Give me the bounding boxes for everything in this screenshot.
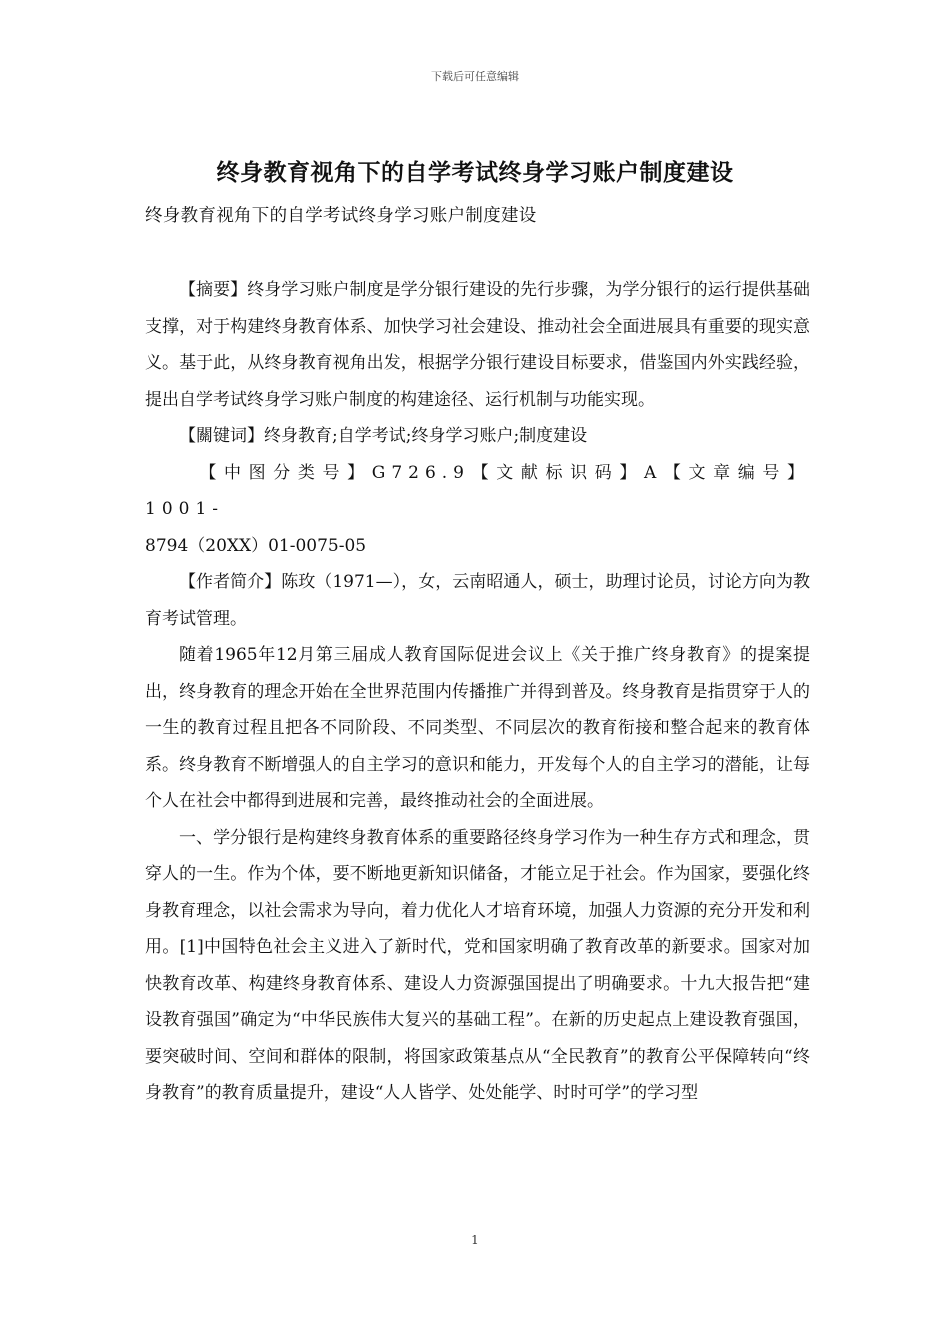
document-subtitle: 终身教育视角下的自学考试终身学习账户制度建设 [145, 206, 537, 226]
body-paragraph-2: 一、学分银行是构建终身教育体系的重要路径终身学习作为一种生存方式和理念，贯穿人的一生。作为个体，要不断地更新知识储备，才能立足于社会。作为国家，要强化终身教育理念，以社会需求为导向，着力优化人才培育环境，加强人力资源的充分开发和利用。[1]中国特色社会主义进入了新时代，党和国家明确了教育改革的新要求。国家对加快教育改革、构建终身教育体系、建设人力资源强国提出了明确要求。十九大报告把“建设教育强国”确定为“中华民族伟大复兴的基础工程”。在新的历史起点上建设教育强国，要突破时间、空间和群体的限制，将国家政策基点从“全民教育”的教育公平保障转向“终身教育”的教育质量提升，建设“人人皆学、处处能学、时时可学”的学习型 [145, 827, 810, 1103]
classification-line-continued: 8794（20XX）01-0075-05 [145, 535, 367, 556]
body-paragraph-1: 随着1965年12月第三届成人教育国际促进会议上《关于推广终身教育》的提案提出，终身教育的理念开始在全世界范围内传播推广并得到普及。终身教育是指贯穿于人的一生的教育过程且把各不同阶段、不同类型、不同层次的教育衔接和整合起来的教育体系。终身教育不断增强人的自主学习的意识和能力，开发每个人的自主学习的潜能，让每个人在社会中都得到进展和完善，最终推动社会的全面进展。 [145, 645, 810, 811]
page-number: 1 [471, 1233, 479, 1247]
abstract-paragraph: 【摘要】终身学习账户制度是学分银行建设的先行步骤，为学分银行的运行提供基础支撑，对于构建终身教育体系、加快学习社会建设、推动社会全面进展具有重要的现实意义。基于此，从终身教育视角出发，根据学分银行建设目标要求，借鉴国内外实践经验，提出自学考试终身学习账户制度的构建途径、运行机制与功能实现。 [145, 280, 810, 410]
author-paragraph: 【作者简介】陈玫（1971—），女，云南昭通人，硕士，助理讨论员，讨论方向为教育考试管理。 [145, 572, 810, 629]
document-title: 终身教育视角下的自学考试终身学习账户制度建设 [216, 160, 734, 186]
keywords-paragraph: 【關键词】终身教育;自学考试;终身学习账户;制度建设 [179, 426, 588, 446]
classification-line: 【中图分类号】G726.9【文献标识码】A【文章编号】1001- [145, 462, 810, 519]
document-body [145, 272, 810, 1112]
header-note: 下载后可任意编辑 [431, 70, 519, 83]
